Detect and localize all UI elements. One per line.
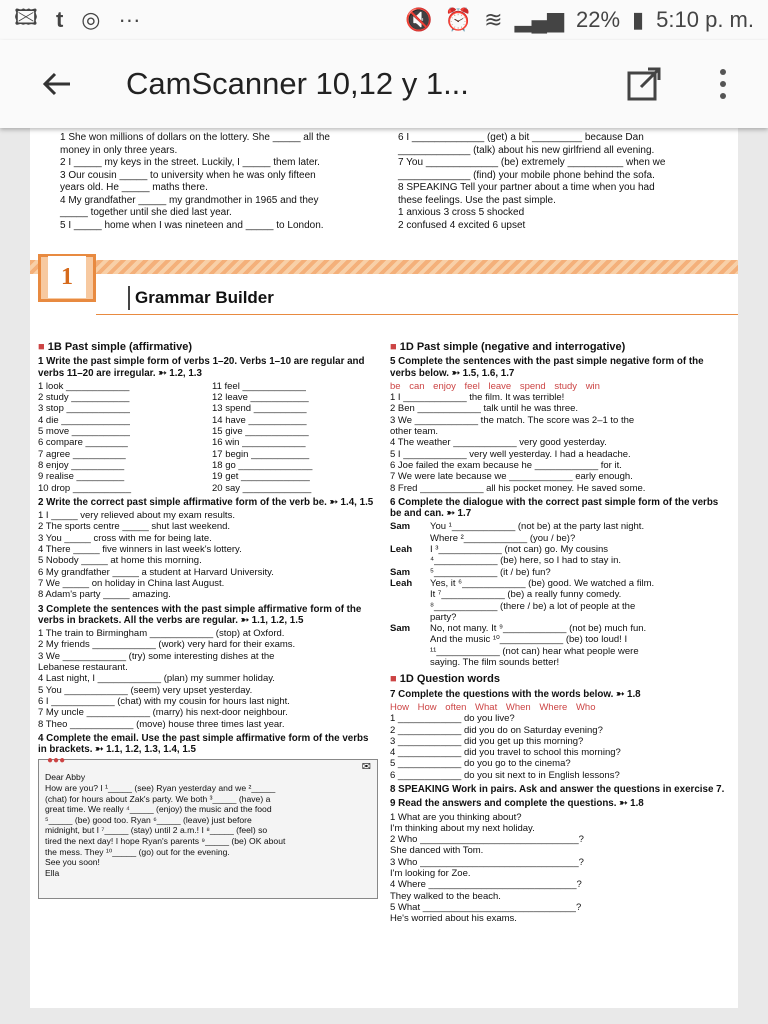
speaker-name bbox=[390, 612, 430, 623]
exercise-line: 4 ____________ did you travel to school this morning? bbox=[390, 747, 621, 759]
exercise-line: 7 My uncle ____________ (marry) his next-door neighbour. bbox=[38, 707, 288, 719]
exercise-line: 3 Who ______________________________? bbox=[390, 856, 584, 868]
exercise-line: 4 There _____ five winners in last week's lottery. bbox=[38, 544, 242, 556]
email-line: midnight, but I ⁷_____ (stay) until 2 a.m.! I ⁸_____ (feel) so bbox=[45, 825, 268, 836]
verb-item: 12 leave ___________ bbox=[212, 392, 309, 404]
exercise-line: 6 Joe failed the exam because he ____________ for it. bbox=[390, 459, 622, 471]
verb-item: 14 have ___________ bbox=[212, 414, 307, 426]
exercise-line: other team. bbox=[390, 426, 439, 438]
email-line: great time. We really ⁴_____ (enjoy) the music and the food bbox=[45, 804, 272, 815]
exercise-line: 2 Who ______________________________? bbox=[390, 834, 584, 846]
exercise-line: 2 The sports centre _____ shut last weekend. bbox=[38, 521, 231, 533]
speaker-name bbox=[390, 634, 430, 645]
exercise-3-instructions: 3 Complete the sentences with the past simple affirmative form of the verbs in brackets. All the verbs are regular. ➳ 1.1, 1.2, 1.5 bbox=[38, 603, 362, 626]
verb-item: 8 enjoy __________ bbox=[38, 459, 125, 471]
exercise-line: 1 ____________ do you live? bbox=[390, 713, 515, 725]
dialogue-line bbox=[390, 544, 730, 555]
unit-number: 1 bbox=[48, 256, 86, 298]
email-line: How are you? I ¹_____ (see) Ryan yesterday and we ²_____ bbox=[45, 782, 276, 793]
back-button[interactable] bbox=[34, 61, 80, 107]
verb-item: 2 study ___________ bbox=[38, 392, 130, 404]
dialogue-text: And the music ¹⁰____________ (be) too loud! I bbox=[430, 634, 628, 646]
dialogue-line bbox=[390, 657, 730, 668]
verb-item: 13 spend __________ bbox=[212, 403, 307, 415]
exercise-2-instructions: 2 Write the correct past simple affirmative form of the verb be. ➳ 1.4, 1.5 bbox=[38, 496, 374, 508]
email-box bbox=[38, 755, 378, 899]
email-line: the mess. They ¹⁰_____ (go) out for the evening. bbox=[45, 846, 230, 857]
dialogue-text: ⁸____________ (there / be) a lot of people at the bbox=[430, 600, 636, 612]
overflow-menu-button[interactable] bbox=[708, 62, 738, 106]
dialogue-line bbox=[390, 533, 730, 544]
verb-item: 5 move ___________ bbox=[38, 426, 130, 438]
more-dots-icon: ··· bbox=[118, 7, 141, 32]
open-external-icon bbox=[626, 66, 662, 102]
dialogue-text: party? bbox=[430, 611, 457, 623]
dialogue-text: I ³____________ (not can) go. My cousins bbox=[430, 544, 608, 556]
envelope-icon: ✉ bbox=[361, 761, 371, 774]
speaker-name bbox=[390, 589, 430, 600]
exercise-line: 3 You _____ cross with me for being late. bbox=[38, 532, 212, 544]
exercise-line: 3 Our cousin _____ to university when he was only fifteen bbox=[60, 169, 316, 181]
exercise-line: 4 Where ____________________________? bbox=[390, 879, 582, 891]
dialogue-text: It ⁷____________ (be) a really funny comedy. bbox=[430, 589, 622, 601]
image-icon: 🖾 bbox=[14, 5, 38, 30]
exercise-line: 5 ____________ do you go to the cinema? bbox=[390, 758, 571, 770]
back-arrow-icon bbox=[42, 71, 72, 97]
speaker-name: Sam bbox=[390, 623, 411, 635]
left-column bbox=[38, 336, 378, 899]
dialogue-text: ¹¹____________ (not can) hear what people were bbox=[430, 645, 639, 657]
exercise-7-instructions: 7 Complete the questions with the words below. ➳ 1.8 bbox=[390, 688, 641, 700]
exercise-line: 5 What _____________________________? bbox=[390, 901, 582, 913]
exercise-line: these feelings. Use the past simple. bbox=[398, 194, 556, 206]
exercise-line: 4 My grandfather _____ my grandmother in 1965 and they bbox=[60, 194, 319, 206]
exercise-line: 5 I ____________ very well yesterday. I had a headache. bbox=[390, 448, 631, 460]
verb-item: 1 look ____________ bbox=[38, 380, 130, 392]
exercise-line: 8 Theo ____________ (move) house three times last year. bbox=[38, 718, 285, 730]
speaker-name: Sam bbox=[390, 521, 411, 533]
wifi-icon: ≋ bbox=[484, 7, 503, 32]
exercise-line: 5 You ____________ (seem) very upset yesterday. bbox=[38, 684, 253, 696]
exercise-line: 2 Ben ____________ talk until he was three. bbox=[390, 403, 579, 415]
verb-item: 18 go ______________ bbox=[212, 459, 313, 471]
verb-item: 10 drop ___________ bbox=[38, 482, 131, 494]
heading-question-words: ■ 1D Question words bbox=[390, 673, 500, 686]
exercise-line: _____ together until she died last year. bbox=[60, 207, 232, 218]
exercise-line: I'm looking for Zoe. bbox=[390, 868, 471, 880]
exercise-line: 8 SPEAKING Tell your partner about a time when you had bbox=[398, 182, 655, 193]
verb-item: 4 die _____________ bbox=[38, 414, 130, 426]
exercise-line: 1 I _____ very relieved about my exam results. bbox=[38, 510, 235, 522]
exercise-line: 6 I _____________ (get) a bit _________ because Dan bbox=[398, 132, 644, 143]
dialogue-line bbox=[390, 521, 730, 532]
email-line: (chat) for hours about Zak's party. We both ³_____ (have) a bbox=[45, 793, 271, 804]
exercise-line: 8 Fred ____________ all his pocket money. He saved some. bbox=[390, 482, 646, 494]
exercise-5-instructions: 5 Complete the sentences with the past simple negative form of the verbs below. ➳ 1.5, 1.6, 1.7 bbox=[390, 356, 704, 379]
exercise-line: 6 I ____________ (chat) with my cousin for hours last night. bbox=[38, 695, 290, 707]
exercise-line: 1 anxious 3 cross 5 shocked bbox=[398, 207, 525, 218]
exercise-line: 6 ____________ do you sit next to in English lessons? bbox=[390, 769, 620, 781]
exercise-line: 6 My grandfather _____ a student at Harvard University. bbox=[38, 566, 274, 578]
verb-list bbox=[38, 381, 378, 494]
exercise-4-instructions: 4 Complete the email. Use the past simple affirmative form of the verbs in brackets. ➳ 1.1, 1.2, 1.3, 1.4, 1.5 bbox=[38, 732, 369, 756]
heading-1d: ■ 1D Past simple (negative and interrogative) bbox=[390, 341, 626, 353]
exercise-line: 3 We ____________ the match. The score was 2–1 to the bbox=[390, 414, 635, 426]
exercise-line: 7 We _____ on holiday in China last August. bbox=[38, 577, 225, 589]
dialogue-text: Yes, it ⁶____________ (be) good. We watched a film. bbox=[430, 577, 655, 589]
exercise-line: years old. He _____ maths there. bbox=[60, 182, 208, 193]
verb-item: 11 feel ____________ bbox=[212, 380, 306, 392]
dialogue-line bbox=[390, 634, 730, 645]
exercise-9-instructions: 9 Read the answers and complete the questions. ➳ 1.8 bbox=[390, 798, 644, 810]
exercise-line: 4 Last night, I ____________ (plan) my summer holiday. bbox=[38, 673, 275, 685]
speaker-name bbox=[390, 601, 430, 612]
speaker-name bbox=[390, 646, 430, 657]
dialogue-text: saying. The film sounds better! bbox=[430, 657, 560, 669]
title-divider bbox=[128, 286, 130, 310]
email-line: tired the next day! I hope Ryan's parents ⁹_____ (be) OK about bbox=[45, 835, 286, 846]
exercise-6-instructions: 6 Complete the dialogue with the correct past simple form of the verbs be and can. ➳ 1.7 bbox=[390, 496, 719, 520]
alarm-icon: ⏰ bbox=[444, 7, 473, 32]
verb-item: 6 compare ________ bbox=[38, 437, 128, 449]
dialogue-line bbox=[390, 589, 730, 600]
dialogue-text: ⁵____________ (it / be) fun? bbox=[430, 566, 551, 578]
battery-icon: ▮ bbox=[632, 7, 645, 32]
exercise-8-instructions: 8 SPEAKING Work in pairs. Ask and answer the questions in exercise 7. bbox=[390, 783, 725, 795]
email-line: Ella bbox=[45, 867, 60, 878]
email-line: Dear Abby bbox=[45, 772, 86, 783]
dialogue-line bbox=[390, 612, 730, 623]
verb-item: 15 give ____________ bbox=[212, 426, 309, 438]
verb-item: 20 say _____________ bbox=[212, 482, 312, 494]
exercise-line: I'm thinking about my next holiday. bbox=[390, 822, 535, 834]
exercise-line: 1 She won millions of dollars on the lottery. She _____ all the bbox=[60, 132, 330, 143]
speaker-name: Sam bbox=[390, 566, 411, 578]
dialogue-line bbox=[390, 601, 730, 612]
exercise-line: Lebanese restaurant. bbox=[38, 662, 128, 674]
document-title: CamScanner 10,12 y 1... bbox=[126, 66, 469, 101]
section-title: Grammar Builder bbox=[135, 288, 274, 307]
dialogue-line bbox=[390, 578, 730, 589]
section-band bbox=[30, 260, 738, 274]
right-column bbox=[390, 336, 730, 925]
verb-item: 17 begin ___________ bbox=[212, 448, 310, 460]
exercise-line: 3 ____________ did you get up this morning? bbox=[390, 735, 584, 747]
status-bar bbox=[0, 0, 768, 40]
exercise-7-wordbox: How How often What When Where Who bbox=[390, 701, 596, 713]
scanned-document[interactable] bbox=[30, 128, 738, 1008]
clock: 5:10 p. m. bbox=[656, 7, 754, 32]
exercise-line: 2 I _____ my keys in the street. Luckily, I _____ them later. bbox=[60, 157, 320, 168]
instagram-icon: ◎ bbox=[81, 7, 101, 32]
exercise-line: 5 Nobody _____ at home this morning. bbox=[38, 555, 202, 567]
signal-icon: ▂▄▆ bbox=[514, 7, 564, 32]
verb-item: 19 get _____________ bbox=[212, 471, 310, 483]
title-rule bbox=[96, 314, 738, 315]
exercise-line: 8 Adam's party _____ amazing. bbox=[38, 589, 171, 601]
exercise-line: 3 We ____________ (try) some interesting dishes at the bbox=[38, 650, 275, 662]
dialogue-line bbox=[390, 646, 730, 657]
mute-icon: 🔇 bbox=[405, 7, 433, 32]
exercise-line: 4 The weather ____________ very good yesterday. bbox=[390, 437, 607, 449]
speaker-name: Leah bbox=[390, 577, 413, 589]
dialogue-line bbox=[390, 623, 730, 634]
exercise-1-instructions: 1 Write the past simple form of verbs 1–20. Verbs 1–10 are regular and verbs 11–20 are irregular. ➳ 1.2, 1.3 bbox=[38, 356, 365, 379]
verb-item: 9 realise _________ bbox=[38, 471, 125, 483]
app-bar bbox=[0, 40, 768, 128]
exercise-line: 2 My friends ____________ (work) very hard for their exams. bbox=[38, 639, 296, 651]
speaker-name: Leah bbox=[390, 544, 413, 556]
exercise-line: 1 What are you thinking about? bbox=[390, 811, 522, 823]
previous-page-fragment bbox=[30, 128, 738, 246]
exercise-line: money in only three years. bbox=[60, 144, 178, 156]
exercise-line: They walked to the beach. bbox=[390, 890, 501, 902]
exercise-line: 5 I _____ home when I was nineteen and _____ to London. bbox=[60, 219, 324, 231]
exercise-line: _____________ (talk) about his new girlfriend all evening. bbox=[398, 144, 655, 156]
exercise-line: 1 I ____________ the film. It was terrible! bbox=[390, 392, 565, 404]
exercise-line: 7 We were late because we ____________ early enough. bbox=[390, 471, 633, 483]
dialogue-line bbox=[390, 567, 730, 578]
open-external-button[interactable] bbox=[622, 62, 666, 106]
exercise-line: 2 ____________ did you do on Saturday evening? bbox=[390, 724, 603, 736]
window-dots-icon: ●●● bbox=[47, 755, 66, 767]
exercise-line: 1 The train to Birmingham ____________ (stop) at Oxford. bbox=[38, 628, 285, 640]
dialogue-text: You ¹____________ (not be) at the party last night. bbox=[430, 521, 645, 533]
battery-percent: 22% bbox=[576, 7, 621, 32]
verb-item: 7 agree __________ bbox=[38, 448, 126, 460]
exercise-line: 7 You _____________ (be) extremely __________ when we bbox=[398, 157, 666, 168]
speaker-name bbox=[390, 657, 430, 668]
dialogue-text: No, not many. It ⁹____________ (not be) much fun. bbox=[430, 623, 647, 635]
exercise-line: He's worried about his exams. bbox=[390, 913, 517, 925]
speaker-name bbox=[390, 533, 430, 544]
exercise-line: She danced with Tom. bbox=[390, 845, 484, 857]
heading-1b: ■ 1B Past simple (affirmative) bbox=[38, 341, 192, 353]
email-line: ⁵_____ (be) good too. Ryan ⁶_____ (leave) just before bbox=[45, 814, 252, 825]
exercise-line: 2 confused 4 excited 6 upset bbox=[398, 219, 526, 231]
dialogue-text: Where ²____________ (you / be)? bbox=[430, 532, 576, 544]
speaker-name bbox=[390, 555, 430, 566]
dialogue-line bbox=[390, 555, 730, 566]
exercise-line: _____________ (find) your mobile phone behind the sofa. bbox=[398, 169, 655, 181]
verb-item: 16 win ____________ bbox=[212, 437, 306, 449]
exercise-5-wordbox: be can enjoy feel leave spend study win bbox=[390, 380, 600, 392]
email-line: See you soon! bbox=[45, 857, 100, 868]
verb-item: 3 stop ____________ bbox=[38, 403, 130, 415]
dialogue-text: ⁴____________ (be) here, so I had to stay in. bbox=[430, 555, 622, 567]
t-icon: t bbox=[55, 7, 64, 32]
